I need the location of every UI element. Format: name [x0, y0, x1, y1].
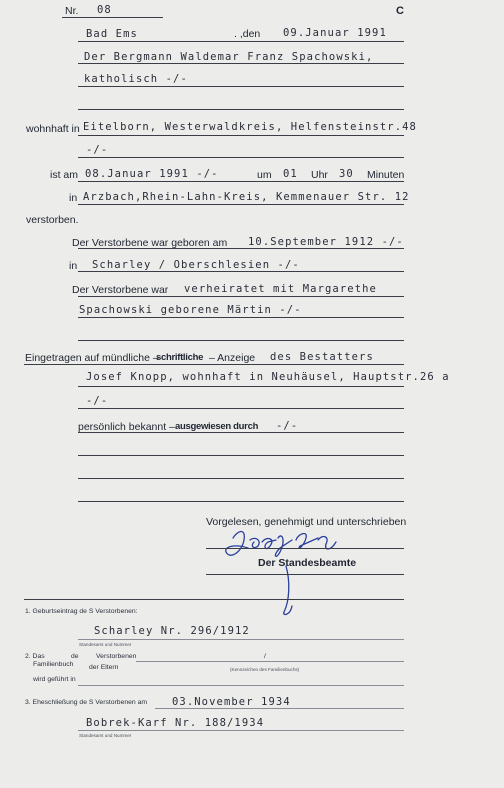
nr-label: Nr.: [65, 5, 79, 17]
marital-value-1: verheiratet mit Margarethe: [184, 283, 377, 295]
person-line-2: katholisch -/-: [84, 73, 188, 85]
line-official: [206, 574, 404, 575]
death-date-label: ist am: [50, 169, 79, 181]
known-struck: ausgewiesen durch: [175, 421, 259, 432]
date-value: 09.Januar 1991: [283, 27, 387, 39]
footnote-2-familienbuch: Familienbuch: [33, 661, 74, 668]
death-place-prefix: in: [69, 192, 78, 204]
footnote-3-label: 3. Eheschließung de S Verstorbenen am: [25, 699, 148, 706]
line-footnote-3: [155, 708, 404, 709]
footnote-1-label: 1. Geburtseintrag de S Verstorbenen:: [25, 608, 138, 615]
marital-value-2: Spachowski geborene Märtin -/-: [79, 304, 302, 316]
person-line-1: Der Bergmann Waldemar Franz Spachowski,: [84, 51, 374, 63]
death-um-label: um: [257, 169, 272, 181]
death-minute: 30: [339, 168, 354, 180]
residence-line-2: -/-: [86, 144, 109, 156]
footnote-2-verstorbenen: Verstorbenen: [96, 653, 137, 660]
death-uhr-label: Uhr: [311, 169, 328, 181]
footnote-3-date: 03.November 1934: [172, 696, 291, 708]
nr-value: 08: [97, 4, 112, 16]
residence-value: Eitelborn, Westerwaldkreis, Helfensteinstr.48: [83, 121, 417, 133]
registration-typed: des Bestatters: [270, 351, 374, 363]
known-typed: -/-: [276, 420, 299, 432]
footnote-2-wird: wird geführt in: [33, 676, 76, 683]
line-separator: [24, 599, 404, 600]
line-footnote-2: [136, 661, 404, 662]
known-text: persönlich bekannt –: [78, 421, 175, 433]
date-prefix: . ,den: [234, 28, 261, 40]
footnote-2-caption: (Kennzeichen des Familienbuchs): [230, 667, 300, 672]
birth-in-label: in: [69, 260, 78, 272]
birth-text: Der Verstorbene war geboren am: [72, 237, 228, 249]
line-signature: [206, 548, 404, 549]
register-letter: C: [396, 5, 404, 17]
footnote-2-eltern: der Eltern: [89, 664, 119, 671]
death-hour: 01: [283, 168, 298, 180]
registration-line-2: Josef Knopp, wohnhaft in Neuhäusel, Hauptstr.26 a: [86, 371, 450, 383]
registration-struck-schriftliche: schriftliche: [156, 352, 204, 363]
marital-text: Der Verstorbene war: [72, 284, 169, 296]
footnote-2-de: de: [71, 653, 79, 660]
death-date-value: 08.Januar 1991 -/-: [85, 168, 219, 180]
death-place: Arzbach,Rhein-Lahn-Kreis, Kemmenauer Str. 12: [83, 191, 410, 203]
line-footnote-3b: [78, 730, 404, 731]
footnote-1-value: Scharley Nr. 296/1912: [94, 625, 250, 637]
registration-line-3: -/-: [86, 395, 109, 407]
death-minuten-label: Minuten: [367, 169, 405, 181]
place-value: Bad Ems: [86, 28, 138, 40]
birth-date: 10.September 1912 -/-: [248, 236, 404, 248]
footnote-2-das: 2. Das: [25, 653, 45, 660]
birth-place: Scharley / Oberschlesien -/-: [92, 259, 300, 271]
death-verstorben: verstorben.: [26, 214, 79, 226]
line-footnote-1: [78, 639, 404, 640]
footnote-2-slash: /: [264, 653, 266, 660]
line-footnote-2b: [78, 685, 404, 686]
footnote-3-caption: Standesamt und Nummer: [79, 733, 132, 738]
signoff-read-text: Vorgelesen, genehmigt und unterschrieben: [206, 516, 407, 528]
registration-text-a: Eingetragen auf mündliche –: [25, 352, 159, 364]
registration-text-b: – Anzeige: [209, 352, 256, 364]
footnote-1-caption: Standesamt und Nummer: [79, 642, 132, 647]
official-title: Der Standesbeamte: [258, 557, 357, 569]
residence-label: wohnhaft in: [26, 123, 80, 135]
footnote-3-value: Bobrek-Karf Nr. 188/1934: [86, 717, 265, 729]
